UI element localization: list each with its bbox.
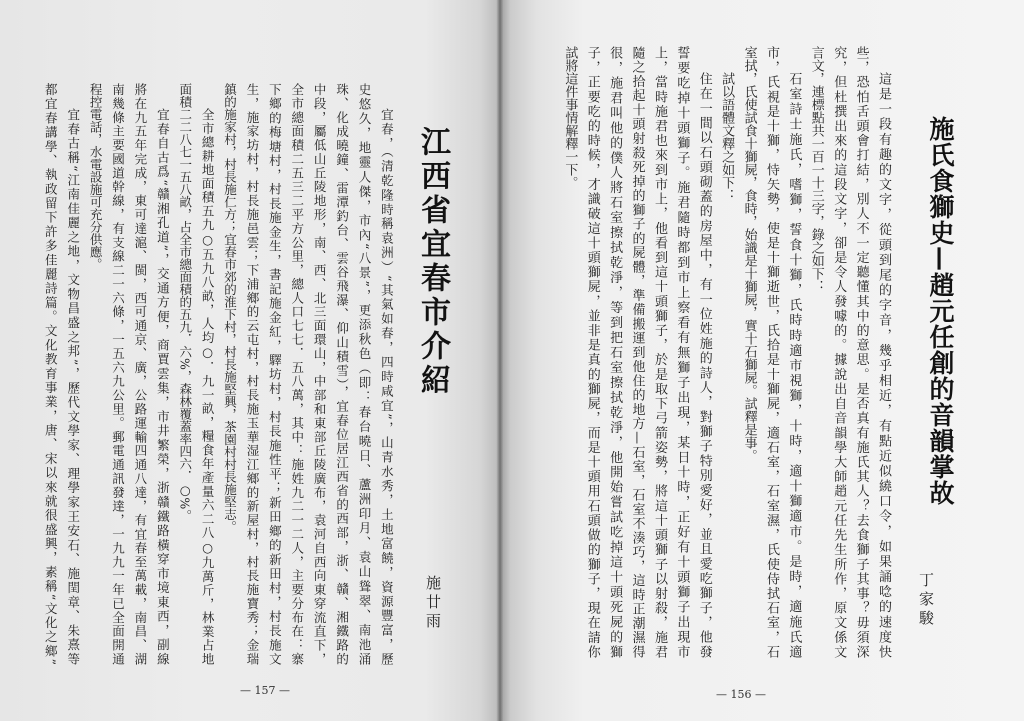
- text-column: 宜春古稱“江南佳麗之地，文物昌盛之邦”，歷代文學家、理學家王安石、施閏章、朱熹等: [65, 108, 81, 665]
- text-column: 上，當時施君也來到市上，他看到這十頭獅子，於是取下弓箭姿勢，將這十頭獅子以射殺，施君: [651, 46, 667, 658]
- text-column: 這是一段有趣的文字，從頭到尾的字音，幾乎相近，有點近似繞口令，如果誦唸的速度快: [876, 72, 891, 658]
- text-column: 隨之拾起十頭射殺死掉的獅子的屍體，準備搬運到他住的地方—石室，石室不湊巧，這時正潮濕得: [629, 46, 645, 658]
- page-right: [500, 0, 1024, 721]
- text-column: 生，施家坊村，村長施邑雲；下浦鄉的云屯村，村長施玉華湿江鄉的新屋村，村長施寶秀；金瑞: [244, 83, 260, 665]
- text-column: 都宜春講學、執政留下許多佳麗詩篇。文化教育事業，唐、宋以來就很盛興，素稱“文化之鄉”: [43, 83, 59, 665]
- text-column: 室拭，氏使試食十獅屍，食時，始識是十獅屍，實十石獅屍。試釋是事。: [741, 46, 757, 462]
- text-column: 言文，連標點共一百一十三字，錄之如下：: [808, 46, 824, 293]
- text-column: 中段，屬低山丘陵地形，南、西、北三面環山，中部和東部丘陵廣布，袁河自西向東穿流直下，: [312, 83, 328, 665]
- article-body: [39, 83, 397, 665]
- text-column: 面積二二八七一五八畝，占全市總面積的五九．六%，森林覆蓋率四六．○%。: [177, 83, 193, 522]
- text-column: 宜春自古爲“贛湘孔道”，交通方便，商賈雲集，市井繁榮，浙贛鐵路橫穿市境東西，副線: [155, 108, 171, 665]
- text-column: 鎮的施家村，村長施仁方；宜春市郊的淮下村，村長施堅興，茶園村村長施堅志。: [222, 83, 238, 533]
- text-column: 全市總面積二五三二平方公里，總人口七七．五八萬，其中：施姓九二一二人，主要分布在：寨: [289, 83, 305, 665]
- text-column: 宜春，（清乾隆時稱袁洲）“其氣如春，四時咸宜”，山青水秀，土地富饒，資源豐富，歷: [379, 108, 395, 665]
- article-author: 丁家駿: [917, 572, 935, 629]
- article-title: 施氏食獅史—趙元任創的音韻掌故: [926, 116, 955, 506]
- text-column: 全市總耕地面積五九○五九八畝，人均○．九一畝，糧食年產量六二八○九萬斤，林業占地: [200, 108, 216, 665]
- text-column: 試以語體文釋之如下：: [719, 72, 735, 202]
- text-column: 下鄉的梅塘村，村長施金生，書記施金紅，驛坊村，村長施性平；新田鄉的新田村，村長施文: [267, 83, 283, 665]
- text-column: 些，恐怕舌頭會打結，別人不一定聽懂其中的意思。是否真有施氏其人？去食獅子其事？毋須深: [853, 46, 869, 658]
- text-column: 子，正要吃的時候，才識破這十頭獅屍，並非是真的獅屍，而是十頭用石頭做的獅子，現在請你: [584, 46, 600, 658]
- page-number: — 156 —: [716, 688, 766, 701]
- text-column: 試將這件事情解釋一下。: [562, 46, 578, 189]
- text-column: 程控電話，水電設施可充分供應。: [88, 83, 104, 271]
- book-gutter: [496, 0, 504, 721]
- page-number: — 157 —: [240, 684, 290, 697]
- text-column: 將在九五年完成，東可達滬、閩，西可通京、廣，公路運輸四通八達，有宜春至萬載，南昌、湖: [132, 83, 148, 665]
- text-column: 石室詩士施氏，嗜獅，誓食十獅，氏時時適市視獅，十時，適十獅適市。是時，適施氏適: [786, 72, 802, 658]
- text-column: 誓要吃掉十頭獅子。施君隨時都到市上察看有無獅子出現，某日十時，正好有十頭獅子出現市: [674, 46, 690, 658]
- page-left: [0, 0, 500, 721]
- text-column: 很，施君叫他的僕人將石室擦拭乾淨，等到把石室擦拭乾淨，他開始嘗試吃掉這十頭死屍的獅: [607, 46, 623, 658]
- text-column: 珠、化成曉鐘、雷潭釣台、雲谷飛瀑、仰山積雪），宜春位居江西省的西部，浙、贛、湘鐵路的: [334, 83, 350, 665]
- text-column: 市，氏視是十獅，恃矢勢，使是十獅逝世，氏拾是十獅屍，適石室，石室濕，氏使侍拭石室，石: [763, 46, 779, 658]
- article-title: 江西省宜春市介紹: [415, 126, 450, 398]
- text-column: 南幾條主要國道幹線，有支線二一六條，一五六九公里。郵電通訊發達，一九九一年已全面開通: [110, 83, 126, 665]
- text-column: 史悠久，地靈人傑，市內“八景”，更添秋色（即：春台曉日、蘆洲印月、袁山聳翠、南池涌: [356, 83, 372, 665]
- text-column: 究，但杜撰出來的這段文字，卻是令人發噱的。據說出自音韻學大師趙元任先生所作，原文係文: [831, 46, 847, 658]
- article-author: 施廿雨: [424, 575, 442, 632]
- article-body: [558, 46, 894, 658]
- text-column: 住在一間以石頭砌蓋的房屋中，有一位姓施的詩人，對獅子特別愛好，並且愛吃獅子，他發: [696, 72, 712, 658]
